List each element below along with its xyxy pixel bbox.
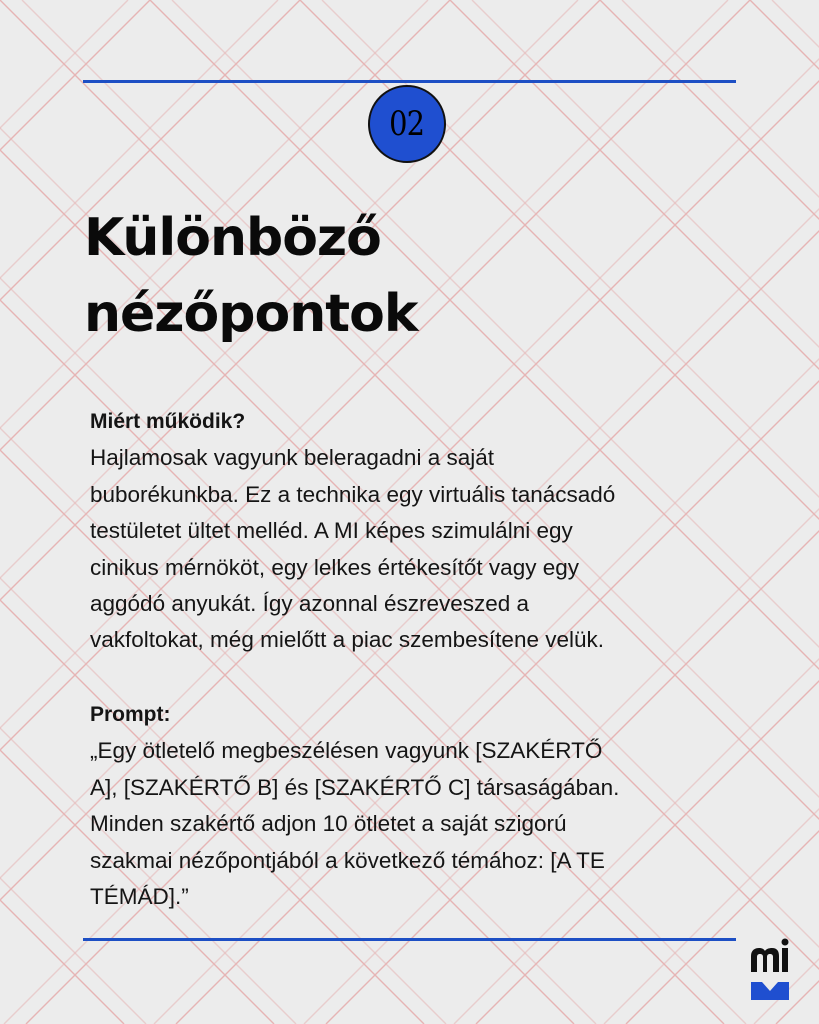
- why-line: buborékunkba. Ez a technika egy virtuális tanácsadó: [90, 481, 616, 507]
- step-number-badge: [368, 85, 446, 163]
- page-title: [84, 200, 417, 352]
- prompt-line: szakmai nézőpontjából a következő témához: [A TE: [90, 847, 605, 873]
- title-line-2: nézőpontok: [84, 284, 418, 344]
- bottom-divider: [83, 938, 736, 941]
- pattern-line: [750, 0, 819, 1024]
- mi-logo-icon: [748, 938, 792, 1002]
- top-divider: [83, 80, 736, 83]
- why-line: Hajlamosak vagyunk beleragadni a saját: [90, 445, 494, 471]
- prompt-line: „Egy ötletelő megbeszélésen vagyunk [SZAKÉRTŐ: [90, 738, 603, 764]
- why-heading: Miért működik?: [90, 410, 246, 433]
- title-line-1: Különböző: [84, 208, 381, 268]
- why-section: [90, 404, 740, 659]
- prompt-heading: Prompt:: [90, 703, 171, 726]
- why-line: vakfoltokat, még mielőtt a piac szembesítene velük.: [90, 627, 604, 653]
- why-line: cinikus mérnököt, egy lelkes értékesítőt vagy egy: [90, 554, 579, 580]
- prompt-section: [90, 697, 740, 915]
- prompt-line: TÉMÁD].”: [90, 884, 189, 910]
- prompt-line: A], [SZAKÉRTŐ B] és [SZAKÉRTŐ C] társaságában.: [90, 774, 620, 800]
- prompt-line: Minden szakértő adjon 10 ötletet a saját szigorú: [90, 811, 567, 837]
- step-number: 02: [389, 104, 425, 144]
- why-line: aggódó anyukát. Így azonnal észreveszed a: [90, 591, 530, 617]
- why-line: testületet ültet melléd. A MI képes szimulálni egy: [90, 518, 573, 544]
- pattern-line: [754, 0, 819, 1024]
